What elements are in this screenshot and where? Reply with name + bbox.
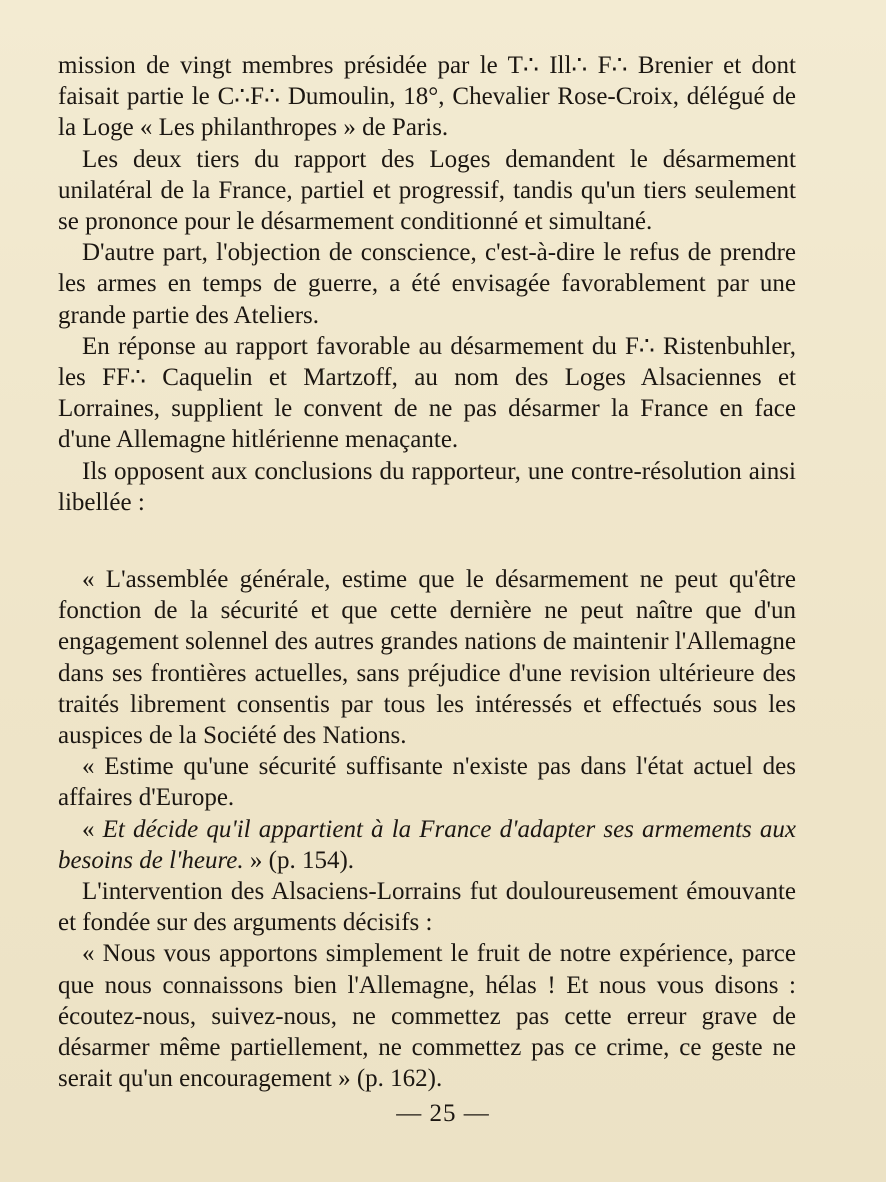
paragraph-counter-resolution-intro: Ils opposent aux conclusions du rapporteur, une contre-résolution ainsi libellée :: [58, 457, 796, 516]
quote-general-assembly: « L'assemblée générale, estime que le désarmement ne peut qu'être fonction de la sécurité et que cette dernière ne peut naître que d'un engagement solennel des autres grandes nations de maintenir l'Allemagne dans ses frontières actuelles, sans préjudice d'une revision ultérieure des traités librement consentis par tous les intéressés et effectués sous les auspices de la Société des Nations.: [58, 566, 796, 750]
paragraph-response: En réponse au rapport favorable au désarmement du F∴ Ristenbuhler, les FF∴ Caquelin et Martzoff, au nom des Loges Alsaciennes et Lorraines, supplient le convent de ne pas désarmer la France en face d'une Allemagne hitlérienne menaçante.: [58, 332, 796, 454]
quote-open-mark: «: [82, 815, 103, 843]
quote-security: « Estime qu'une sécurité suffisante n'existe pas dans l'état actuel des affaires d'Europe.: [58, 753, 796, 812]
page-number: — 25 —: [396, 1100, 490, 1127]
section-spacer: [58, 518, 796, 564]
paragraph-commission: mission de vingt membres présidée par le T∴ Ill∴ F∴ Brenier et dont faisait partie le C∴F∴ Dumoulin, 18°, Chevalier Rose-Croix, délégué de la Loge « Les philanthropes » de Paris.: [58, 52, 796, 142]
quote-decision-italic: Et décide qu'il appartient à la France d'adapter ses armements aux besoins de l'heure.: [58, 815, 796, 874]
paragraph-intervention: L'intervention des Alsaciens-Lorrains fut douloureusement émouvante et fondée sur des arguments décisifs :: [58, 878, 796, 937]
paragraph-conscientious-objection: D'autre part, l'objection de conscience, c'est-à-dire le refus de prendre les armes en temps de guerre, a été envisagée favorablement par une grande partie des Ateliers.: [58, 239, 796, 329]
paragraph-loges-report: Les deux tiers du rapport des Loges demandent le désarmement unilatéral de la France, partiel et progressif, tandis qu'un tiers seulement se prononce pour le désarmement conditionné et simultané.: [58, 145, 796, 236]
quote-experience: « Nous vous apportons simplement le fruit de notre expérience, parce que nous connaissons bien l'Allemagne, hélas ! Et nous vous disons : écoutez-nous, suivez-nous, ne commettez pas cette erreur grave de désarmer même partiellement, ne commettez pas ce crime, ce geste ne serait qu'un encouragement » (p. 162).: [58, 940, 796, 1093]
quote-close-reference: » (p. 154).: [243, 846, 355, 874]
quote-decision: [58, 814, 796, 876]
